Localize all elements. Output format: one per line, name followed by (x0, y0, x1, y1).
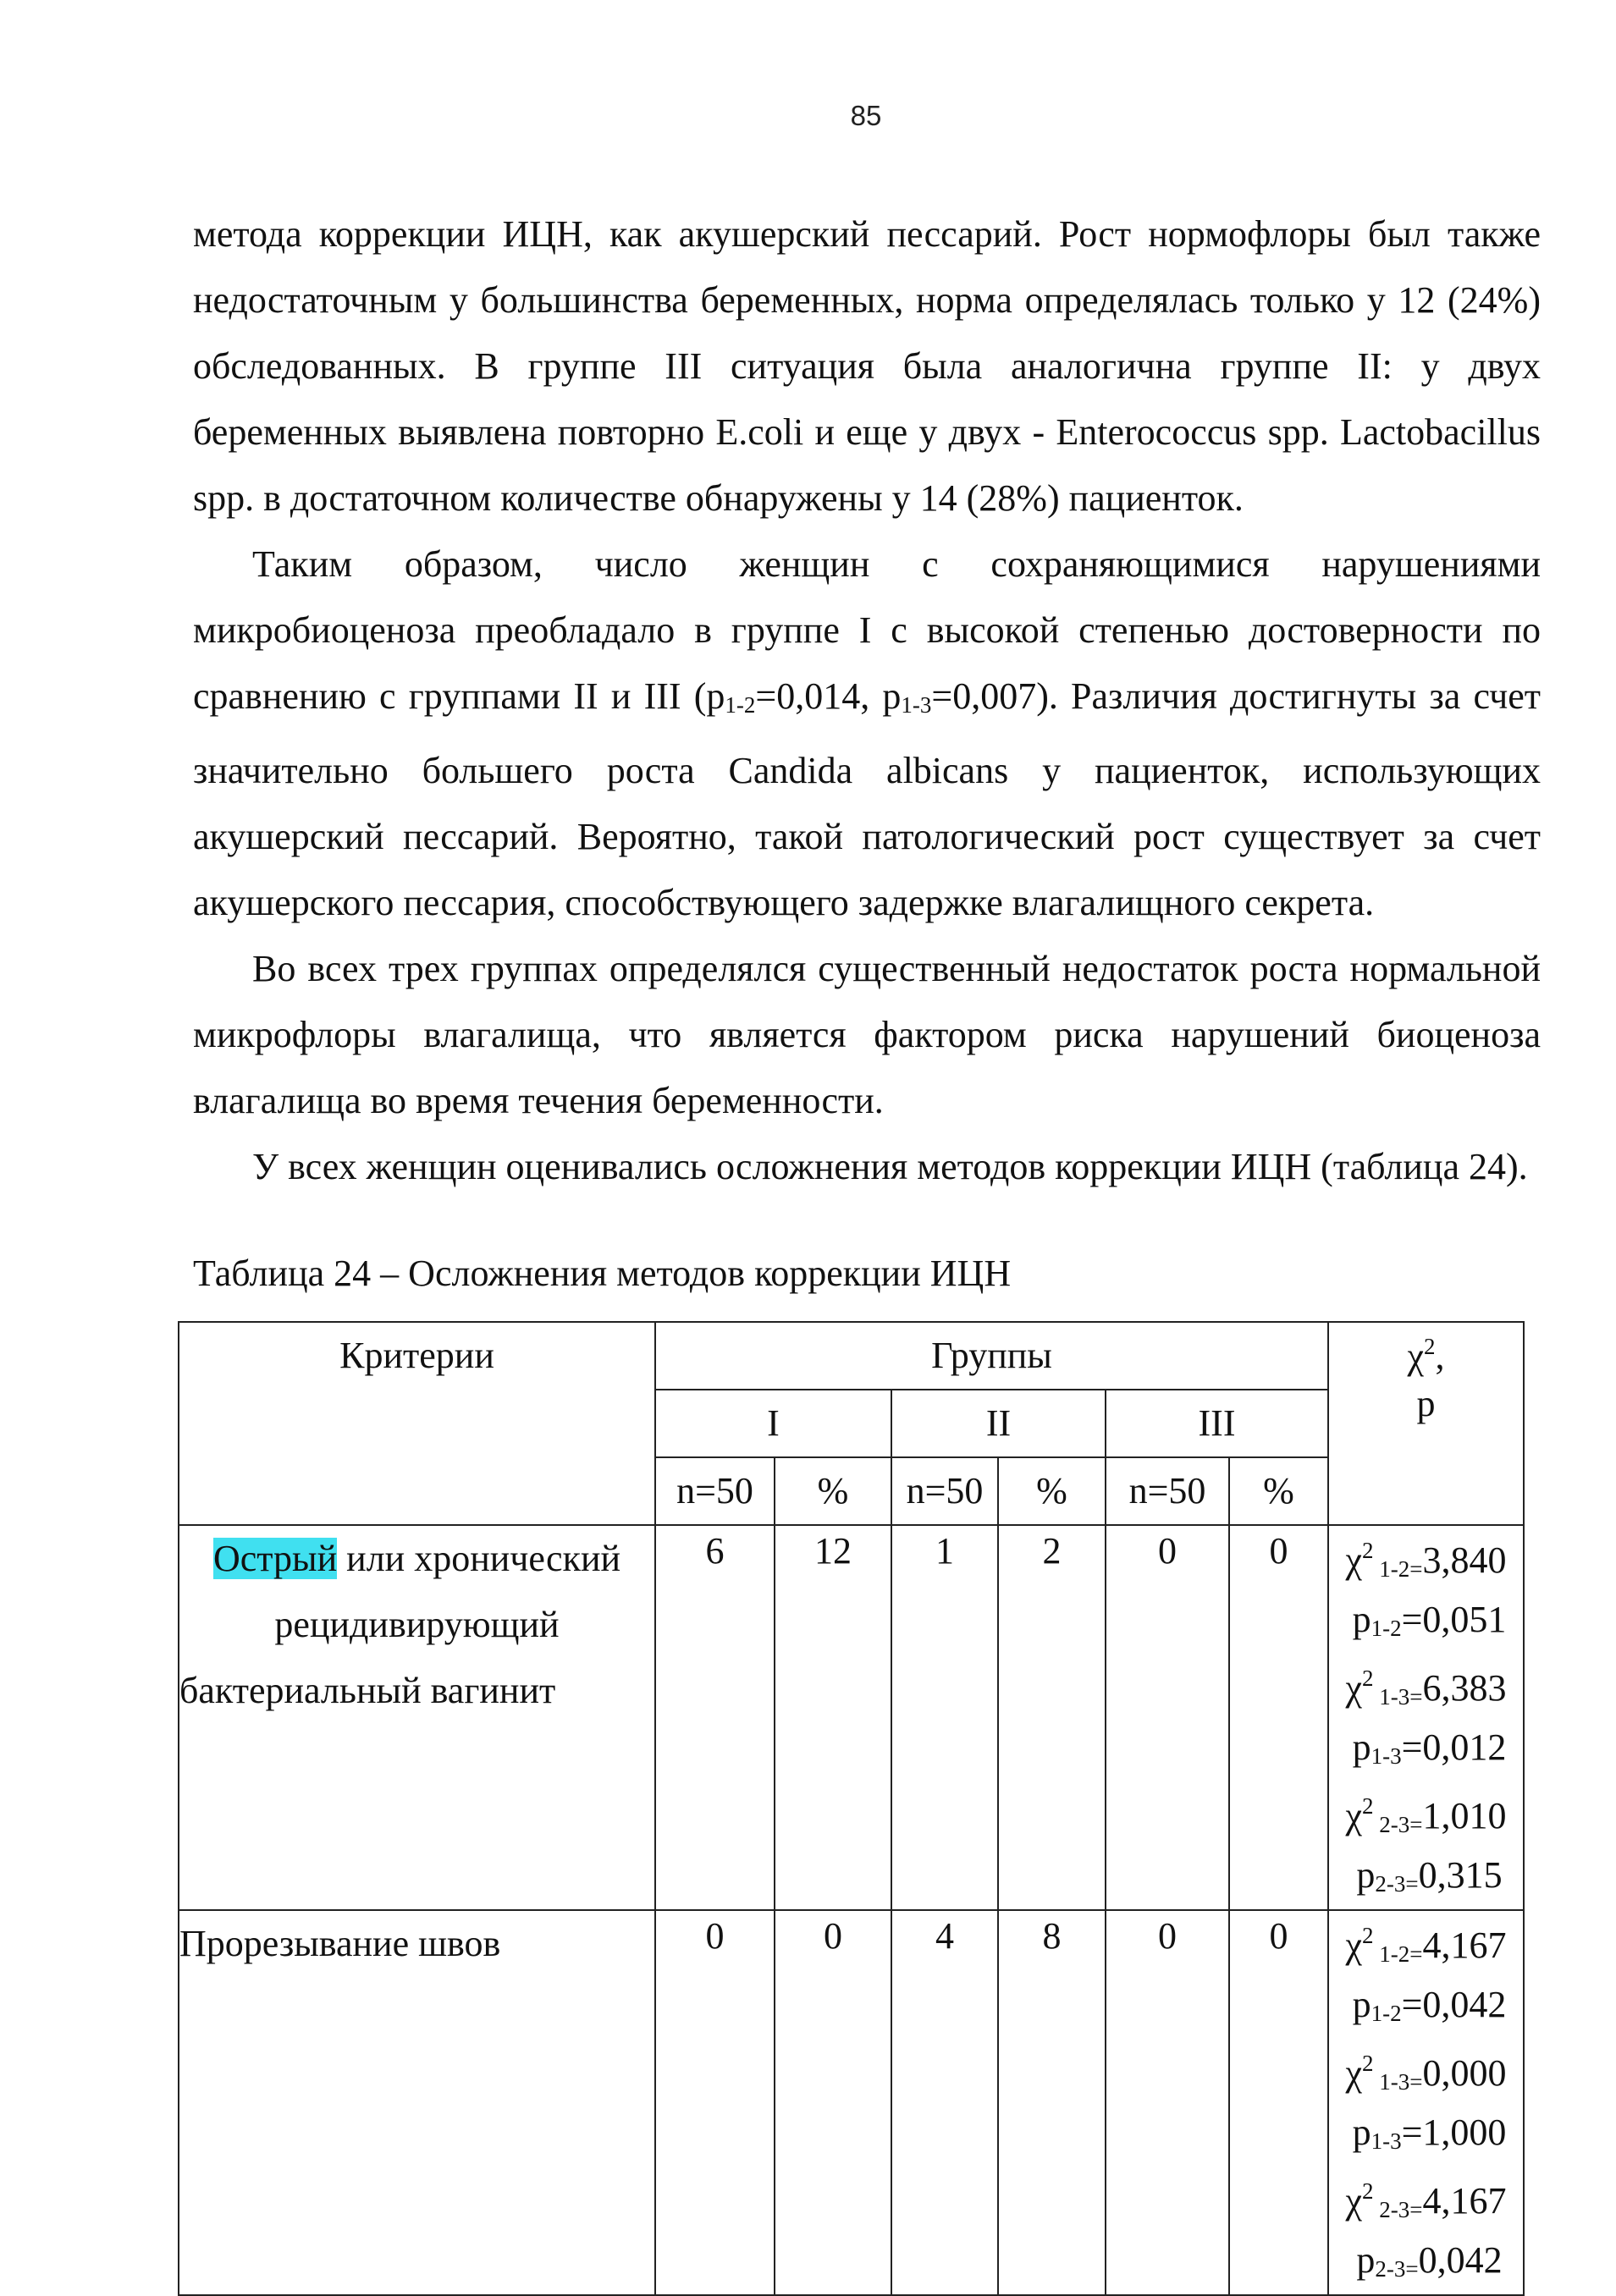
value-cell: 4 (891, 1910, 998, 2295)
paragraph-text: =0,014, p (755, 675, 902, 717)
subscript: 2-3= (1375, 1871, 1419, 1897)
chi-square-line (1329, 2167, 1523, 2235)
p-symbol: p (1352, 1984, 1371, 2025)
stat-value: =0,051 (1401, 1599, 1507, 1640)
chi-square-line (1329, 1526, 1523, 1594)
subscript: 1-3= (1373, 2069, 1423, 2095)
header-group-3: III (1106, 1390, 1328, 1457)
criteria-text: Прорезывание швов (179, 1923, 501, 1964)
superscript: 2 (1362, 2051, 1374, 2076)
p-symbol: p (1356, 1854, 1376, 1896)
value-cell: 0 (775, 1910, 891, 2295)
table-row (179, 1910, 1524, 2295)
chi-square-line (1329, 1654, 1523, 1722)
body-text (193, 201, 1541, 1200)
p-symbol: p (1356, 2239, 1376, 2281)
chi-symbol: χ (1345, 2180, 1363, 2222)
paragraph-text: Таким образом, число женщин с сохраняющимися нарушениями микробиоценоза преобладало в группе I с высокой степенью достоверности по сравнению с группами II и III (p (193, 543, 1541, 717)
stat-value: =1,000 (1401, 2112, 1507, 2153)
stat-value: 0,315 (1418, 1854, 1503, 1896)
chi-symbol: χ (1345, 1795, 1363, 1836)
paragraph-text: У всех женщин оценивались осложнения методов коррекции ИЦН (таблица 24). (252, 1146, 1528, 1187)
criteria-cell (179, 1910, 655, 2295)
chi-symbol: χ (1345, 2052, 1363, 2094)
header-group-1: I (655, 1390, 891, 1457)
header-n-group-2: n=50 (891, 1457, 998, 1525)
criteria-cell (179, 1525, 655, 1910)
criteria-text: или хронический рецидивирующий бактериальный вагинит (179, 1538, 621, 1711)
paragraph-text: =0,007). Различия достигнуты за счет значительно большего роста Candida albicans у пациенток, использующих акушерский пессарий. Вероятно, такой патологический рост существует за счет акушерского пессария, способствующего задержке влагалищного секрета. (193, 675, 1541, 923)
subscript: 2-3= (1373, 2197, 1423, 2222)
paragraph-3 (193, 936, 1541, 1134)
chi-symbol: χ (1345, 1667, 1363, 1709)
p-value-line (1329, 2235, 1523, 2294)
paragraph-text: Во всех трех группах определялся существенный недостаток роста нормальной микрофлоры влагалища, что является фактором риска нарушений биоценоза влагалища во время течения беременности. (193, 948, 1541, 1121)
chi-square-line (1329, 1911, 1523, 1979)
superscript: 2 (1362, 1538, 1374, 1563)
value-cell: 6 (655, 1525, 775, 1910)
subscript: 1-3= (1373, 1684, 1423, 1710)
value-cell: 12 (775, 1525, 891, 1910)
stats-cell (1328, 1525, 1524, 1910)
subscript: 1-3 (901, 692, 932, 718)
subscript: 1-2 (1371, 1616, 1402, 1641)
p-value-line (1329, 1979, 1523, 2039)
stat-value: 0,042 (1418, 2239, 1503, 2281)
value-cell: 2 (998, 1525, 1106, 1910)
value-cell: 0 (1229, 1525, 1328, 1910)
stat-value: 4,167 (1422, 1924, 1507, 1966)
subscript: 1-2 (725, 692, 756, 718)
paragraph-1 (193, 201, 1541, 531)
header-group-2: II (891, 1390, 1106, 1457)
superscript: 2 (1362, 2178, 1374, 2204)
header-n-group-3: n=50 (1106, 1457, 1229, 1525)
stats-cell (1328, 1910, 1524, 2295)
superscript: 2 (1362, 1666, 1374, 1691)
header-n-group-1: n=50 (655, 1457, 775, 1525)
value-cell: 0 (1106, 1910, 1229, 2295)
chi-symbol: χ (1407, 1335, 1425, 1377)
highlighted-text: Острый (212, 1538, 338, 1579)
stat-value: 3,840 (1422, 1539, 1507, 1581)
chi-square-line (1329, 1781, 1523, 1850)
p-symbol: p (1352, 1726, 1371, 1768)
stat-value: =0,012 (1401, 1726, 1507, 1768)
chi-square-line (1329, 2039, 1523, 2107)
value-cell: 0 (655, 1910, 775, 2295)
paragraph-text: метода коррекции ИЦН, как акушерский пессарий. Рост нормофлоры был также недостаточным у большинства беременных, норма определялась только у 12 (24%) обследованных. В группе III ситуация была аналогична группе II: у двух беременных выявлена повторно E.coli и еще у двух - Enterococcus spp. Lactobacillus spp. в достаточном количестве обнаружены у 14 (28%) пациенток. (193, 213, 1541, 519)
subscript: 1-3 (1371, 1743, 1402, 1769)
stat-value: 1,010 (1422, 1795, 1507, 1836)
header-pct-group-1: % (775, 1457, 891, 1525)
page-number: 85 (850, 100, 882, 131)
stat-value: 4,167 (1422, 2180, 1507, 2222)
subscript: 2-3= (1375, 2256, 1419, 2282)
paragraph-4 (193, 1134, 1541, 1200)
subscript: 1-2= (1373, 1941, 1423, 1967)
p-value-line (1329, 1722, 1523, 1781)
table-caption: Таблица 24 – Осложнения методов коррекции ИЦН (193, 1253, 1012, 1294)
p-symbol: p (1352, 1599, 1371, 1640)
p-label: p (1416, 1383, 1436, 1424)
subscript: 1-2= (1373, 1556, 1423, 1582)
subscript: 1-3 (1371, 2128, 1402, 2154)
p-symbol: p (1352, 2112, 1371, 2153)
subscript: 1-2 (1371, 2001, 1402, 2026)
header-criteria: Критерии (179, 1322, 655, 1525)
p-value-line (1329, 2107, 1523, 2167)
chi-superscript: 2 (1424, 1334, 1436, 1359)
value-cell: 1 (891, 1525, 998, 1910)
superscript: 2 (1362, 1923, 1374, 1948)
header-chi-p (1328, 1322, 1524, 1525)
value-cell: 0 (1106, 1525, 1229, 1910)
chi-symbol: χ (1345, 1924, 1363, 1966)
stat-value: 6,383 (1422, 1667, 1507, 1709)
value-cell: 8 (998, 1910, 1106, 2295)
value-cell: 0 (1229, 1910, 1328, 2295)
stat-value: =0,042 (1401, 1984, 1507, 2025)
chi-comma: , (1435, 1335, 1445, 1377)
header-groups: Группы (655, 1322, 1328, 1390)
p-value-line (1329, 1594, 1523, 1654)
superscript: 2 (1362, 1793, 1374, 1819)
stat-value: 0,000 (1422, 2052, 1507, 2094)
header-pct-group-3: % (1229, 1457, 1328, 1525)
table-row (179, 1525, 1524, 1910)
complications-table (178, 1321, 1525, 2296)
paragraph-2 (193, 531, 1541, 936)
chi-symbol: χ (1345, 1539, 1363, 1581)
header-pct-group-2: % (998, 1457, 1106, 1525)
p-value-line (1329, 1850, 1523, 1909)
subscript: 2-3= (1373, 1812, 1423, 1837)
